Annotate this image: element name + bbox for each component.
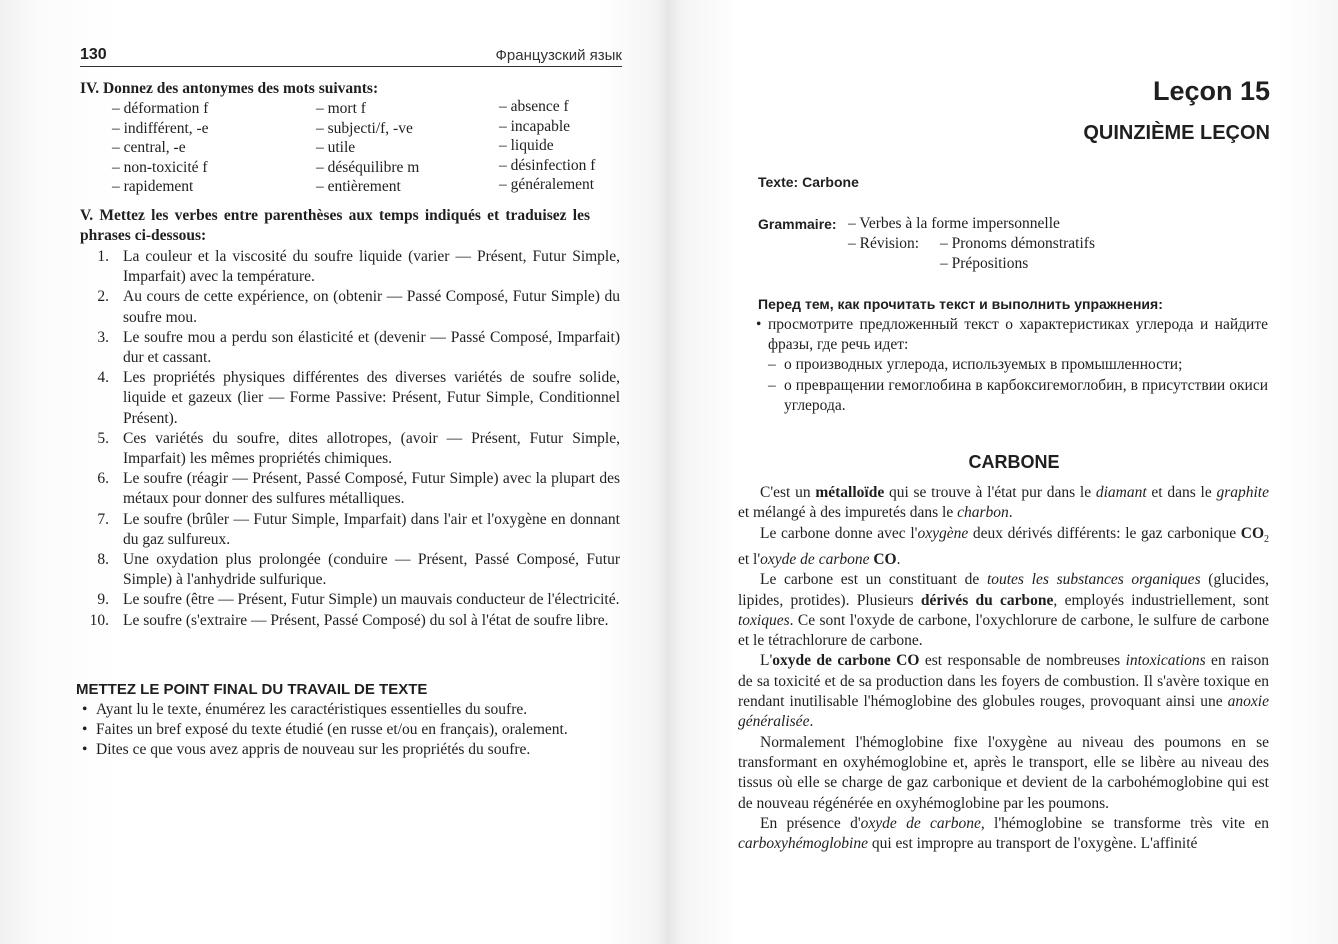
revision-item: – Pronoms démonstratifs: [940, 235, 1095, 252]
item-text: Le soufre mou a perdu son élasticité et (devenir — Passé Composé, Imparfait) dur et cassant.: [123, 328, 620, 367]
text-run: et l': [738, 550, 761, 568]
text-run: Le carbone est un constituant de: [760, 571, 987, 589]
item-text: Ces variétés du soufre, dites allotropes, (avoir — Présent, Futur Simple, Imparfait) les mêmes propriétés chimiques.: [123, 429, 620, 468]
item-text: Le soufre (réagir — Présent, Passé Composé, Futur Simple) avec la plupart des métaux pour donner des sulfures métalliques.: [123, 470, 620, 508]
bullet: •: [82, 741, 88, 759]
text-run: qui se trouve à l'état pur dans le: [884, 484, 1096, 501]
before-reading-list: [756, 315, 1268, 416]
exercise-5-heading: V. Mettez les verbes entre parenthèses aux temps indiqués et traduisez les phrases ci-dessous:: [80, 207, 590, 244]
text-run: Le carbone donne avec l': [760, 524, 918, 542]
item-number: 2.: [97, 288, 109, 306]
italic-term: charbon: [957, 504, 1009, 522]
list-item: [74, 611, 620, 631]
article-paragraph: [738, 814, 1269, 855]
list-item: [74, 247, 620, 287]
revision-label: – Révision:: [848, 235, 920, 252]
texte-value: Carbone: [802, 174, 859, 190]
revision-item: – Prépositions: [940, 255, 1029, 272]
article-paragraph: [738, 483, 1269, 524]
list-item: [74, 287, 620, 327]
list-item: [74, 328, 620, 368]
antonym-word: – central, -e: [112, 139, 186, 156]
article-paragraph: [738, 651, 1269, 732]
list-subitem: [756, 376, 1268, 416]
antonym-word: – absence f: [499, 98, 569, 115]
dash: –: [768, 356, 776, 374]
list-item: [74, 368, 620, 429]
list-item: [74, 700, 620, 720]
article-title: CARBONE: [968, 452, 1060, 472]
page-number: 130: [80, 46, 107, 63]
bullet: •: [756, 316, 762, 333]
item-text: Dites ce que vous avez appris de nouveau sur les propriétés du soufre.: [96, 741, 531, 759]
item-number: 6.: [97, 470, 109, 488]
bold-term: dérivés du carbone: [920, 591, 1054, 609]
text-run: , l'hémoglobine se transforme très vite en: [980, 814, 1269, 832]
text-run: (glucides, lipides, protides). Plusieurs: [738, 571, 1269, 609]
italic-term: carboxyhémoglobine: [738, 835, 868, 853]
bullet: •: [82, 721, 88, 739]
antonym-word: – déformation f: [112, 100, 209, 117]
italic-term: intoxications: [1125, 652, 1206, 670]
dash: –: [768, 376, 776, 394]
text-run: , employés industriellement, sont: [1053, 591, 1269, 609]
italic-term: anoxie généralisée: [738, 693, 1269, 731]
antonyms-column-1: [112, 99, 209, 197]
grammaire-item: – Verbes à la forme impersonnelle: [848, 215, 1060, 232]
text-run: . Ce sont l'oxyde de carbone, l'oxychlorure de carbone, le sulfure de carbone et le tétrachlorure de carbone.: [738, 611, 1269, 650]
formula: CO: [869, 550, 897, 568]
text-run: et dans le: [1146, 484, 1217, 501]
item-text: Faites un bref exposé du texte étudié (en russe et/ou en français), oralement.: [96, 721, 568, 739]
text-run: et mélangé à des impuretés dans le: [738, 504, 958, 522]
exercise-4-heading: IV. Donnez des antonymes des mots suivants:: [80, 80, 379, 97]
item-number: 4.: [97, 369, 109, 387]
text-run: qui est impropre au transport de l'oxygène. L'affinité: [868, 835, 1198, 853]
list-item: [74, 429, 620, 469]
item-text: Les propriétés physiques différentes des diverses variétés de soufre solide, liquide et gazeux (lier — Forme Passive: Présent, Futur Simple, Conditionnel Présent).: [123, 369, 620, 427]
antonym-word: – non-toxicité f: [112, 158, 208, 176]
antonym-word: – déséquilibre m: [316, 158, 420, 176]
text-run: En présence d': [760, 814, 861, 832]
item-text: Le soufre (s'extraire — Présent, Passé Composé) du sol à l'état de soufre libre.: [123, 611, 609, 629]
italic-term: oxyde de carbone: [860, 814, 981, 832]
final-section-list: [74, 700, 620, 761]
running-title: Французский язык: [495, 47, 622, 64]
item-number: 10.: [89, 611, 109, 629]
item-text: Ayant lu le texte, énumérez les caractéristiques essentielles du soufre.: [96, 701, 528, 718]
italic-term: diamant: [1095, 484, 1147, 501]
article-body: [738, 483, 1269, 854]
list-item: [74, 550, 620, 590]
antonyms-column-2: [316, 99, 419, 197]
item-number: 7.: [97, 510, 109, 528]
text-run: .: [1008, 504, 1013, 522]
article-paragraph: [738, 524, 1269, 571]
italic-term: oxygène: [917, 524, 969, 542]
item-number: 1.: [97, 248, 109, 265]
formula: CO: [1240, 524, 1264, 542]
italic-term: graphite: [1216, 484, 1269, 501]
lesson-subtitle: QUINZIÈME LEÇON: [1083, 122, 1270, 144]
list-item: [74, 590, 620, 610]
formula-subscript: 2: [1264, 533, 1269, 545]
bold-term: oxyde de carbone CO: [772, 652, 920, 670]
before-reading-heading: Перед тем, как прочитать текст и выполнить упражнения:: [758, 296, 1163, 312]
texte-line: [758, 174, 859, 192]
text-run: en raison de sa toxicité et de sa production dans les foyers de combustion. Il s'avère toxique en rendant inutilisable l'hémoglobine des globules rouges, provoquant ainsi une: [738, 652, 1269, 711]
item-text: Le soufre (être — Présent, Futur Simple) un mauvais conducteur de l'électricité.: [123, 591, 620, 609]
texte-label: Texte:: [758, 174, 799, 190]
antonym-word: – liquide: [499, 137, 554, 154]
article-paragraph: Normalement l'hémoglobine fixe l'oxygène au niveau des poumons en se transformant en oxyhémoglobine et, après le transport, elle se libère au niveau des tissus où elle se charge de gaz carbonique et devient de la carbohémoglobine qui est de nouveau régénérée en oxyhémoglobine par les poumons.: [738, 733, 1269, 812]
grammaire-label: Grammaire:: [758, 216, 837, 232]
text-run: C'est un: [760, 484, 816, 501]
antonym-word: – mort f: [316, 100, 366, 117]
item-number: 9.: [97, 591, 109, 609]
bullet: •: [82, 701, 88, 718]
item-text: о производных углерода, используемых в промышленности;: [784, 356, 1183, 374]
item-text: Une oxydation plus prolongée (conduire — Présent, Passé Composé, Futur Simple) à l'anhydride sulfurique.: [123, 551, 620, 589]
list-subitem: [756, 355, 1268, 375]
antonym-word: – incapable: [499, 117, 571, 135]
italic-term: oxyde de carbone: [760, 550, 870, 568]
item-number: 3.: [97, 328, 109, 346]
running-header: [80, 46, 622, 67]
lesson-title: Leçon 15: [1152, 76, 1270, 106]
text-run: .: [809, 713, 814, 731]
antonym-word: – indifférent, -e: [112, 119, 209, 137]
item-text: La couleur et la viscosité du soufre liquide (varier — Présent, Futur Simple, Imparfait) avec la température.: [123, 248, 620, 286]
antonym-word: – désinfection f: [499, 156, 596, 174]
text-run: deux dérivés différents: le gaz carbonique: [968, 524, 1241, 542]
antonym-word: – entièrement: [316, 178, 401, 195]
antonym-word: – subjecti/f, -ve: [316, 119, 413, 137]
antonym-word: – généralement: [499, 176, 595, 193]
antonym-word: – utile: [316, 139, 356, 156]
list-item: [74, 740, 620, 760]
item-number: 5.: [97, 429, 109, 447]
list-item: [756, 315, 1268, 355]
item-text: просмотрите предложенный текст о характеристиках углерода и найдите фразы, где речь идет:: [768, 316, 1268, 354]
article-paragraph: [738, 570, 1269, 651]
exercise-5-list: [74, 247, 620, 631]
italic-term: toxiques: [738, 611, 790, 629]
item-text: Au cours de cette expérience, on (obtenir — Passé Composé, Futur Simple) du soufre mou.: [123, 288, 620, 326]
list-item: [74, 510, 620, 550]
item-text: о превращении гемоглобина в карбоксигемоглобин, в присутствии окиси углерода.: [784, 376, 1268, 414]
final-section-heading: METTEZ LE POINT FINAL DU TRAVAIL DE TEXTE: [76, 681, 428, 698]
item-text: Le soufre (brûler — Futur Simple, Imparfait) dans l'air et l'oxygène en donnant du gaz sulfureux.: [123, 510, 620, 548]
text-run: est responsable de nombreuses: [919, 652, 1126, 670]
antonym-word: – rapidement: [112, 178, 194, 195]
text-run: L': [760, 652, 773, 670]
list-item: [74, 469, 620, 509]
antonyms-column-3: [499, 97, 595, 195]
list-item: [74, 720, 620, 740]
text-run: .: [896, 550, 901, 568]
item-number: 8.: [97, 551, 109, 569]
bold-term: métalloïde: [815, 484, 885, 501]
italic-term: toutes les substances organiques: [986, 571, 1201, 589]
